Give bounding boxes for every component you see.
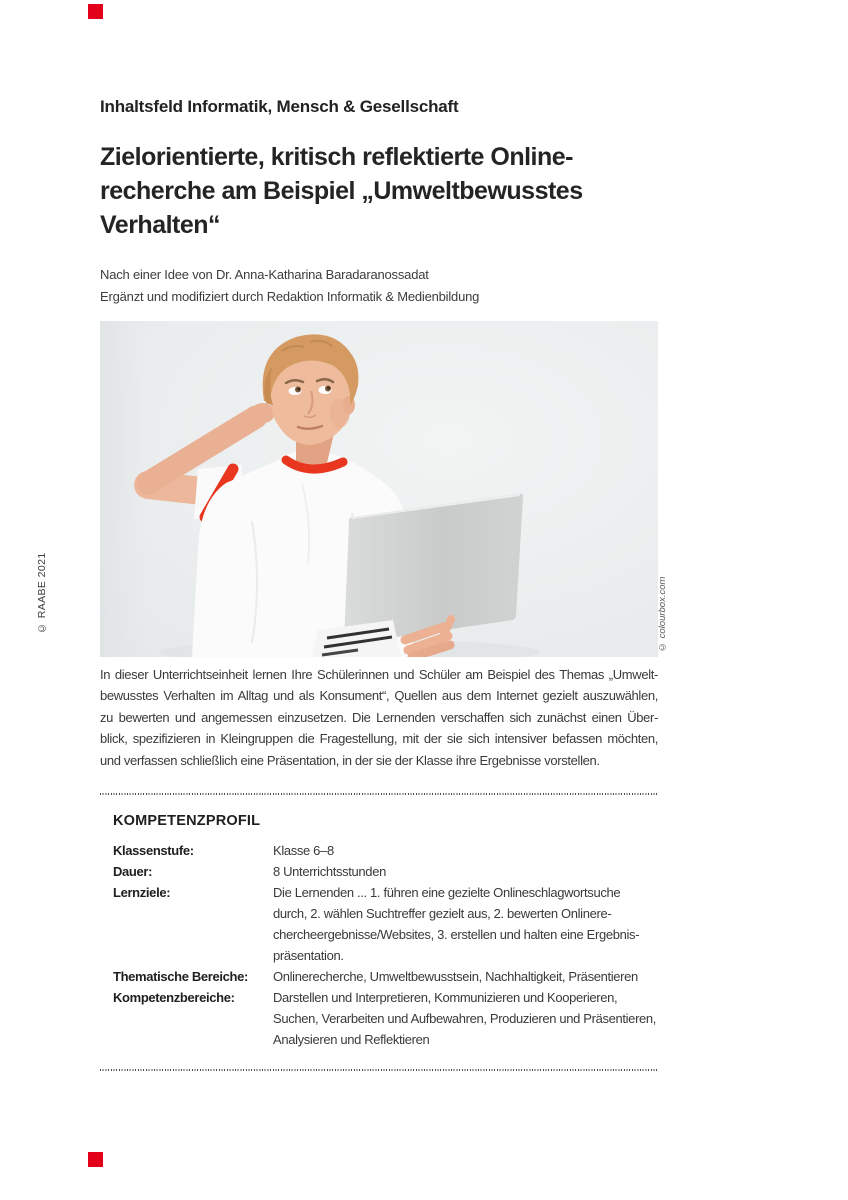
row-label: Kompetenzbereiche: xyxy=(113,990,235,1005)
photo-credit: © colourbox.com xyxy=(657,576,668,652)
stock-photo xyxy=(100,321,658,657)
dotted-divider xyxy=(100,793,658,795)
row-value: Die Lernenden ... 1. führen eine gezielte Onlineschlagwortsuche durch, 2. wählen Suchtreffer gezielt aus, 2. bewerten Onlinere- chercheergebnisse/Websites, 3. erstellen und halten eine Ergebnis- präsentation. xyxy=(273,885,640,963)
row-value: Klasse 6–8 xyxy=(273,843,334,858)
table-row xyxy=(113,966,658,987)
author-byline-line: Ergänzt und modifiziert durch Redaktion Informatik & Medienbildung xyxy=(100,288,480,304)
kompetenzprofil-table xyxy=(113,840,658,1050)
page-title-line: Verhalten“ xyxy=(100,211,221,239)
row-label: Dauer: xyxy=(113,864,153,879)
author-byline-line: Nach einer Idee von Dr. Anna-Katharina Baradaranossadat xyxy=(100,267,429,282)
red-square-marker-icon xyxy=(88,4,103,19)
intro-line: bewusstes Verhalten im Alltag und als Konsument“, Quellen aus dem Internet gezielt auszuwählen, xyxy=(100,688,658,704)
kompetenzprofil-heading: KOMPETENZPROFIL xyxy=(113,813,261,829)
row-label: Thematische Bereiche: xyxy=(113,969,248,984)
page-title-line: Zielorientierte, kritisch reflektierte Online- xyxy=(100,143,573,171)
page-title xyxy=(100,140,662,242)
row-label: Klassenstufe: xyxy=(113,843,194,858)
row-value: 8 Unterrichtsstunden xyxy=(273,864,386,879)
intro-line: zu bewerten und angemessen einzusetzen. Die Lernenden verschaffen sich zunächst einen Über- xyxy=(100,709,658,725)
table-row xyxy=(113,861,658,882)
intro-line: und verfassen schließlich eine Präsentation, in der sie der Klasse ihre Ergebnisse vorstellen. xyxy=(100,752,600,768)
page-title-line: recherche am Beispiel „Umweltbewusstes xyxy=(100,177,583,205)
row-label: Lernziele: xyxy=(113,885,171,900)
publisher-copyright: © RAABE 2021 xyxy=(36,552,48,634)
intro-line: In dieser Unterrichtseinheit lernen Ihre Schülerinnen und Schüler am Beispiel des Themas „Umwelt- xyxy=(100,667,658,682)
author-byline xyxy=(100,264,660,307)
table-row xyxy=(113,882,658,966)
red-square-marker-icon xyxy=(88,1152,103,1167)
intro-line: blick, spezifizieren in Kleingruppen die Fragestellung, mit der sie sich intensiver befassen möchten, xyxy=(100,731,658,747)
subject-heading: Inhaltsfeld Informatik, Mensch & Gesellschaft xyxy=(100,97,459,116)
row-value: Darstellen und Interpretieren, Kommunizieren und Kooperieren, Suchen, Verarbeiten und Aufbewahren, Produzieren und Präsentieren, Analysieren und Reflektieren xyxy=(273,990,657,1047)
intro-paragraph xyxy=(100,664,658,771)
row-value: Onlinerecherche, Umweltbewusstsein, Nachhaltigkeit, Präsentieren xyxy=(273,969,638,984)
dotted-divider xyxy=(100,1069,658,1071)
table-row xyxy=(113,840,658,861)
photo-illustration xyxy=(100,321,658,657)
table-row xyxy=(113,987,658,1050)
